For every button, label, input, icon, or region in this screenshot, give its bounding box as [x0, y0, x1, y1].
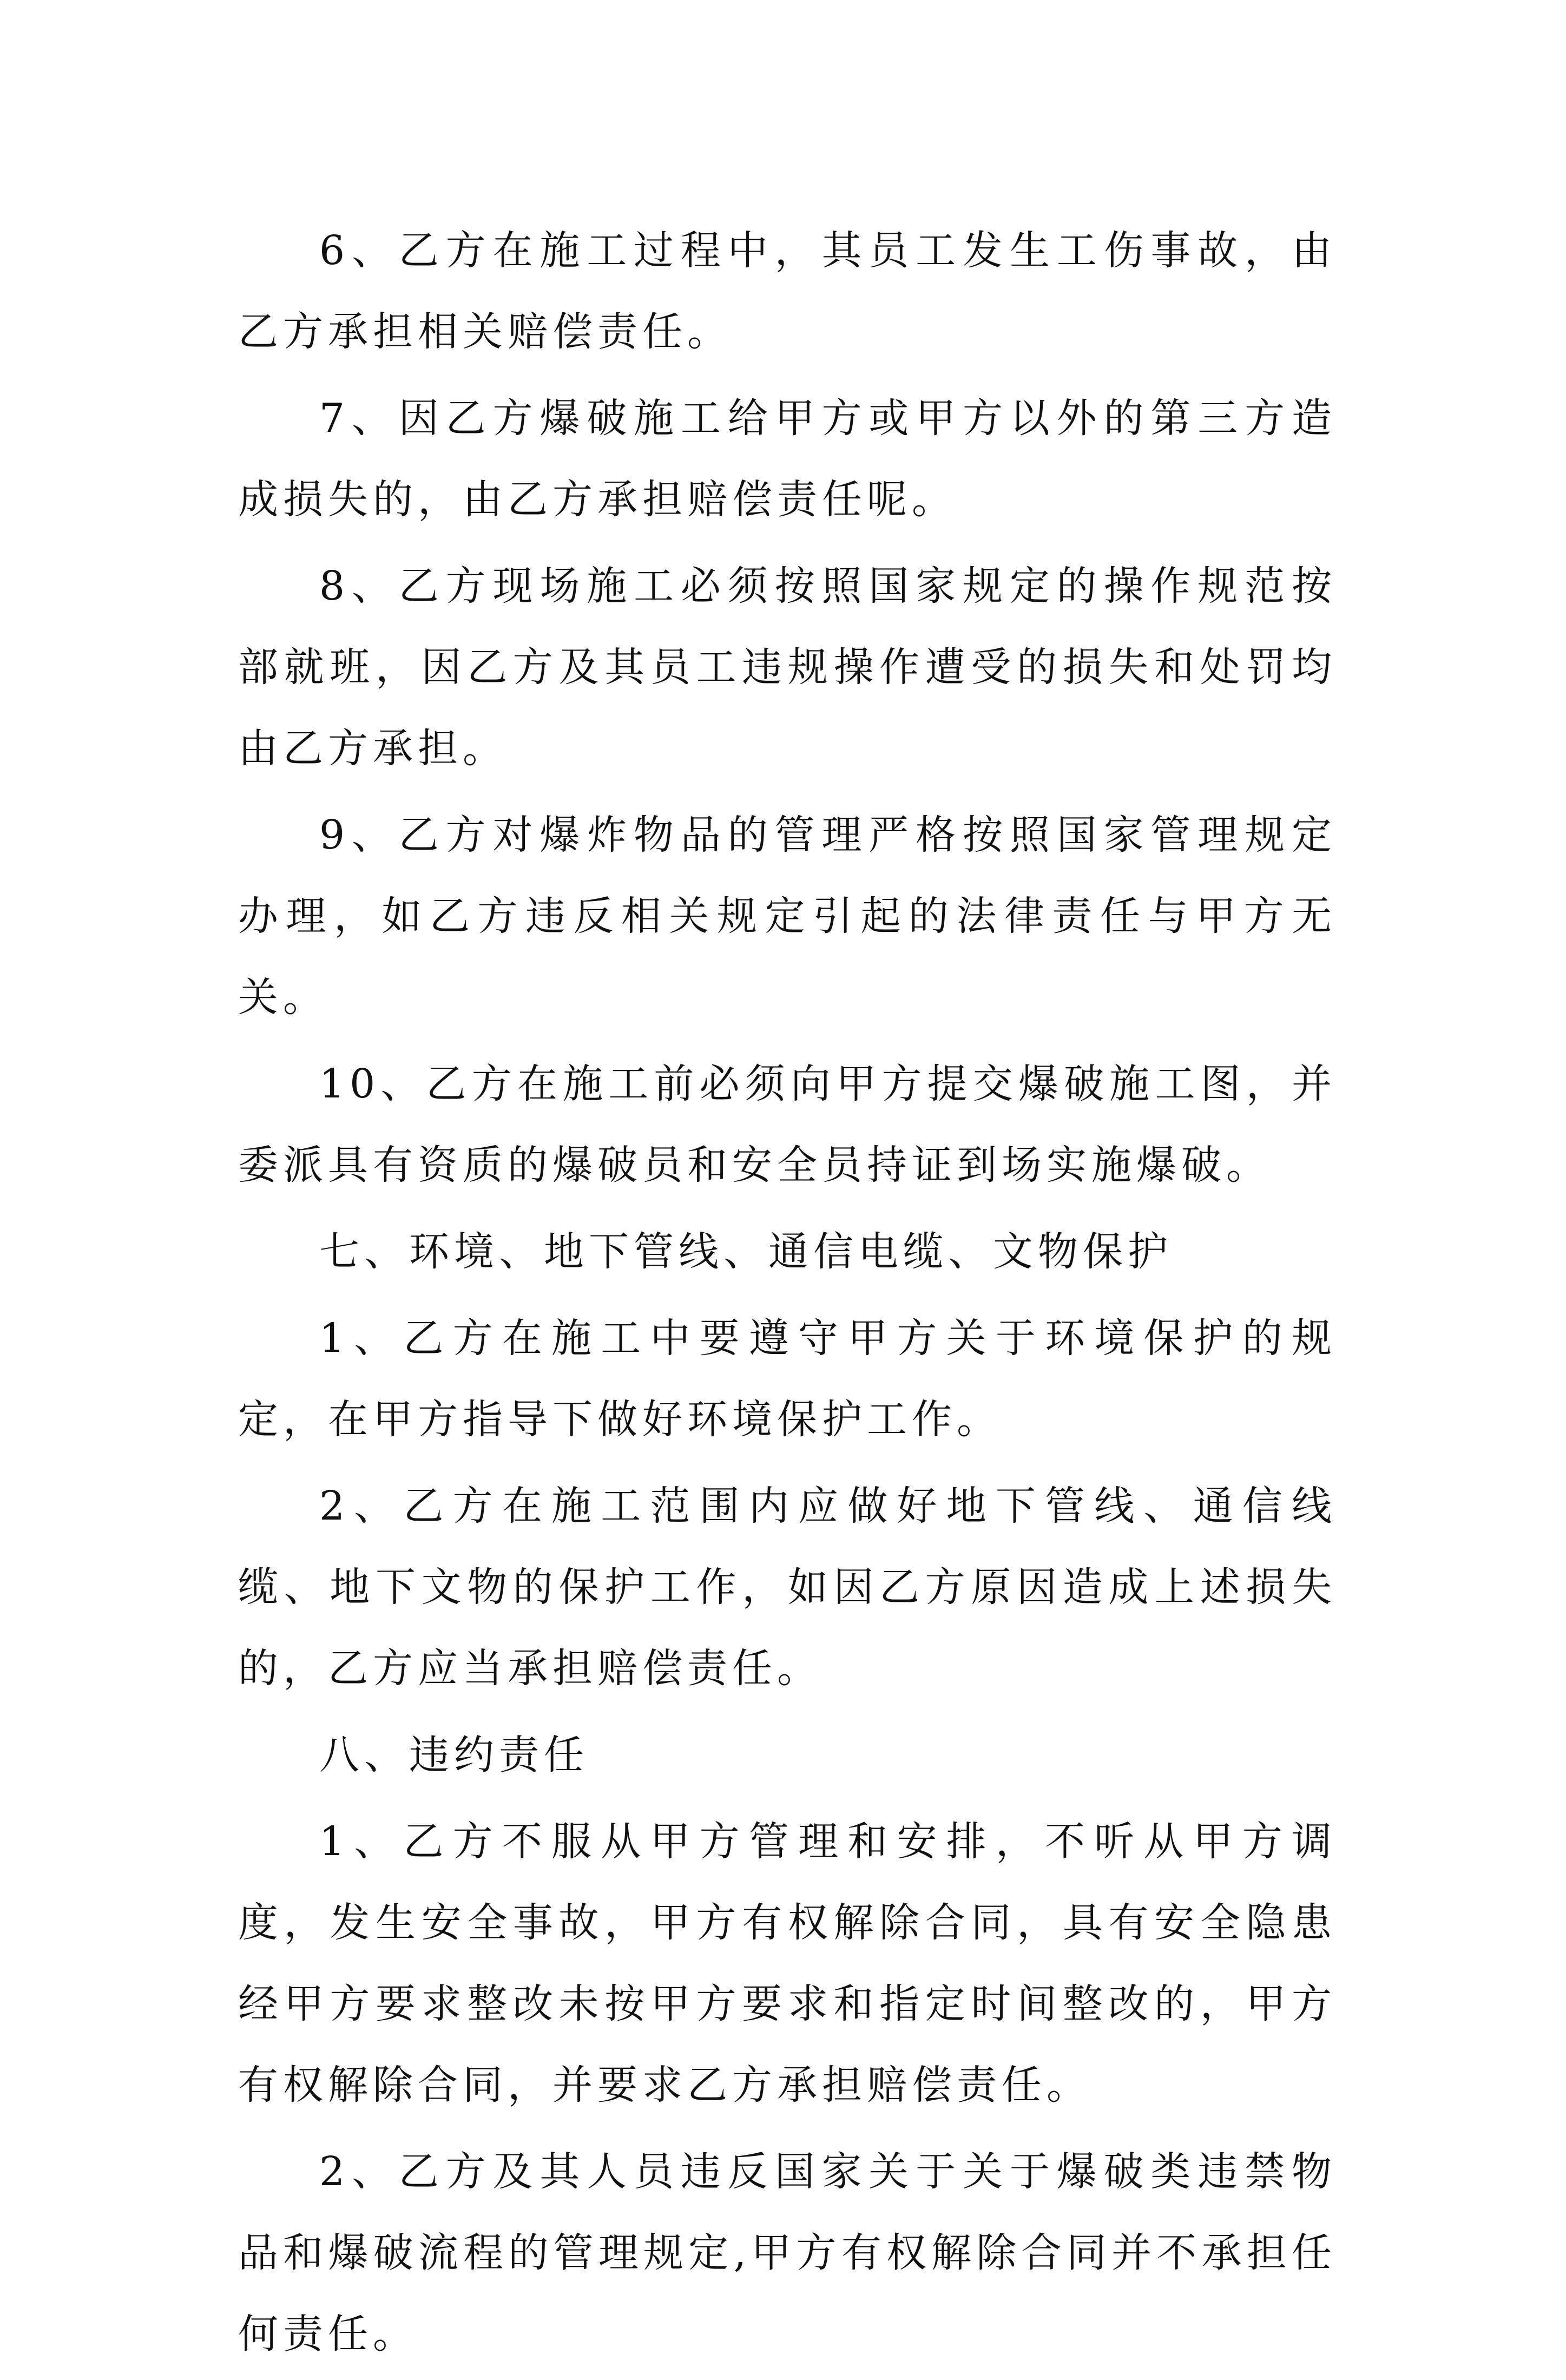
section-7-clause-1-paragraph: 1、乙方在施工中要遵守甲方关于环境保护的规定，在甲方指导下做好环境保护工作。	[238, 1315, 1337, 1443]
document-body	[238, 210, 1337, 2380]
clause-8-paragraph: 8、乙方现场施工必须按照国家规定的操作规范按部就班，因乙方及其员工违规操作遭受的损失和处罚均由乙方承担。	[238, 563, 1337, 772]
section-7-heading: 七、环境、地下管线、通信电缆、文物保护	[319, 1228, 1173, 1275]
section-8-clause-2-paragraph: 2、乙方及其人员违反国家关于关于爆破类违禁物品和爆破流程的管理规定,甲方有权解除合同并不承担任何责任。	[238, 2148, 1337, 2357]
clause-7-paragraph: 7、因乙方爆破施工给甲方或甲方以外的第三方造成损失的，由乙方承担赔偿责任呢。	[238, 395, 1337, 523]
clause-10-paragraph: 10、乙方在施工前必须向甲方提交爆破施工图，并委派具有资质的爆破员和安全员持证到场实施爆破。	[238, 1061, 1337, 1188]
clause-9-paragraph: 9、乙方对爆炸物品的管理严格按照国家管理规定办理，如乙方违反相关规定引起的法律责任与甲方无关。	[238, 812, 1337, 1021]
section-8-clause-1-paragraph: 1、乙方不服从甲方管理和安排，不听从甲方调度，发生安全事故，甲方有权解除合同，具有安全隐患经甲方要求整改未按甲方要求和指定时间整改的，甲方有权解除合同，并要求乙方承担赔偿责任。	[238, 1818, 1337, 2108]
section-8-heading: 八、违约责任	[319, 1732, 589, 1778]
section-7-clause-2-paragraph: 2、乙方在施工范围内应做好地下管线、通信线缆、地下文物的保护工作，如因乙方原因造成上述损失的，乙方应当承担赔偿责任。	[238, 1483, 1337, 1692]
clause-6-paragraph: 6、乙方在施工过程中，其员工发生工伤事故，由乙方承担相关赔偿责任。	[238, 227, 1337, 355]
